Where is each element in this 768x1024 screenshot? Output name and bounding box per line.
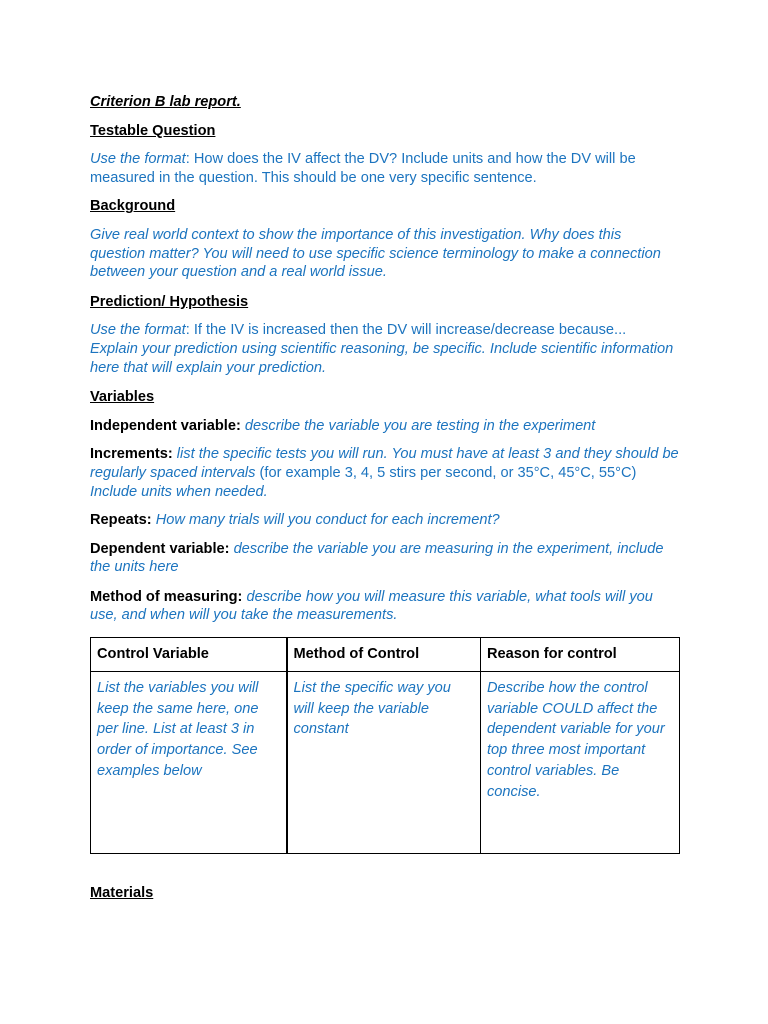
prediction-explain-text: Explain your prediction using scientific reasoning, be specific. Include scientific information here that will explain your prediction. <box>90 340 674 376</box>
method-of-measuring-text: describe how you will measure this variable, what tools will you use, and when will you take the measurements. <box>90 588 653 624</box>
format-label: Use the format <box>90 322 186 339</box>
heading-prediction: Prediction/ Hypothesis <box>90 293 249 310</box>
dependent-variable-text: describe the variable you are measuring in the experiment, include the units here <box>90 540 664 576</box>
independent-variable-line <box>90 417 680 436</box>
format-label: Use the format <box>90 151 186 168</box>
background-instructions: Give real world context to show the importance of this investigation. Why does this question matter? You will need to use specific science terminology to make a connection between your question and a real world issue. <box>90 226 661 281</box>
increments-example: (for example 3, 4, 5 stirs per second, or 35°C, 45°C, 55°C) <box>259 464 637 481</box>
prediction-format-text: : If the IV is increased then the DV will increase/decrease because... <box>185 322 627 339</box>
testable-question-instructions <box>90 150 680 187</box>
document-title: Criterion B lab report. <box>90 94 241 110</box>
testable-question-text: : How does the IV affect the DV? Include units and how the DV will be measured in the question. This should be one very specific sentence. <box>90 151 636 186</box>
independent-variable-text: describe the variable you are testing in the experiment <box>244 417 596 434</box>
heading-variables: Variables <box>90 389 155 406</box>
increments-units: Include units when needed. <box>90 483 268 500</box>
method-of-measuring-line <box>90 588 680 625</box>
repeats-label: Repeats: <box>90 512 152 529</box>
table-header-method-of-control: Method of Control <box>287 638 481 672</box>
dependent-variable-label: Dependent variable: <box>90 540 230 557</box>
table-row <box>91 672 680 854</box>
dependent-variable-line <box>90 540 680 577</box>
table-header-reason-for-control: Reason for control <box>481 638 680 672</box>
repeats-line <box>90 511 680 530</box>
increments-label: Increments: <box>90 446 173 463</box>
table-header-row <box>91 638 680 672</box>
document-page <box>90 93 680 854</box>
repeats-text: How many trials will you conduct for each increment? <box>155 512 500 529</box>
table-cell-control-variable[interactable]: List the variables you will keep the same here, one per line. List at least 3 in order of importance. See examples below <box>91 672 287 854</box>
table-cell-reason-for-control[interactable]: Describe how the control variable COULD affect the dependent variable for your top three most important control variables. Be concise. <box>481 672 680 854</box>
control-variables-table <box>90 637 680 854</box>
heading-materials: Materials <box>90 885 154 901</box>
table-cell-method-of-control[interactable]: List the specific way you will keep the variable constant <box>287 672 481 854</box>
heading-testable-question: Testable Question <box>90 122 216 139</box>
increments-text: list the specific tests you will run. You must have at least 3 and they should be regularly spaced intervals <box>90 446 679 481</box>
prediction-instructions <box>90 321 680 377</box>
heading-background: Background <box>90 198 176 215</box>
independent-variable-label: Independent variable: <box>90 417 241 434</box>
method-of-measuring-label: Method of measuring: <box>90 588 243 605</box>
table-header-control-variable: Control Variable <box>91 638 287 672</box>
increments-line <box>90 445 680 501</box>
